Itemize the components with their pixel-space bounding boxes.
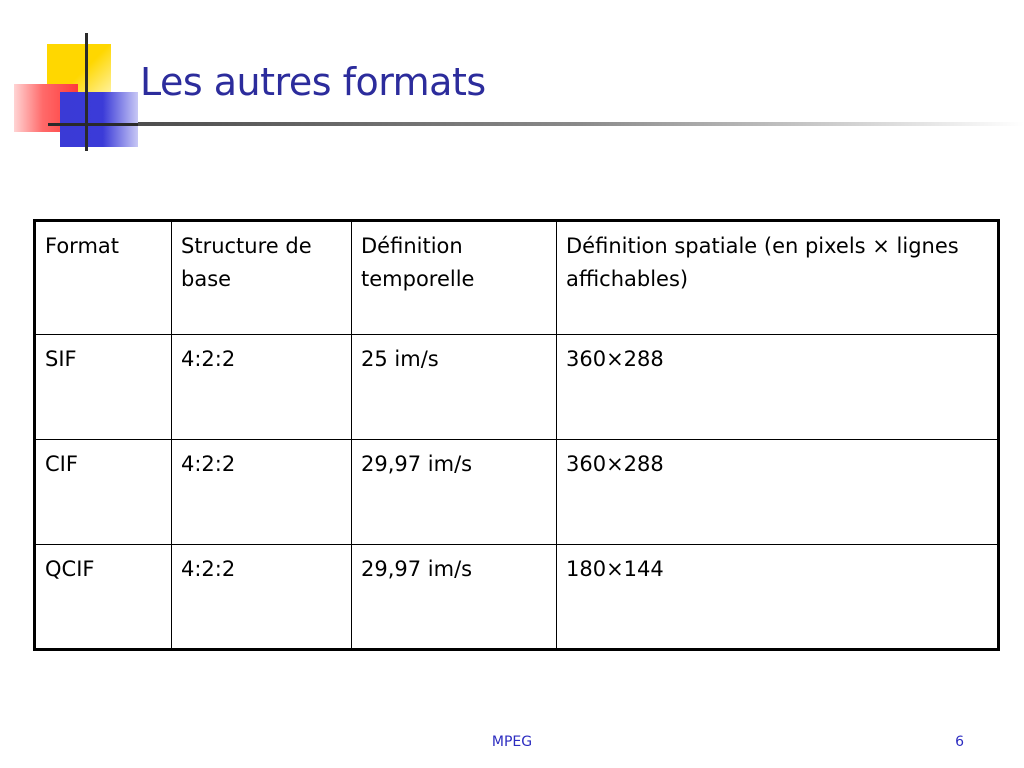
- title-underline: [138, 122, 1024, 126]
- page-number: 6: [955, 734, 964, 750]
- table-cell-spatial: 360×288: [557, 440, 999, 545]
- table-cell-format: QCIF: [35, 545, 172, 650]
- table-cell-temporal: 29,97 im/s: [352, 440, 557, 545]
- formats-table: [33, 219, 1000, 651]
- table-header-row: [35, 221, 999, 335]
- slide-logo-decoration: [0, 0, 140, 160]
- table-cell-temporal: 29,97 im/s: [352, 545, 557, 650]
- header-cell-temporal: Définition temporelle: [352, 221, 557, 335]
- header-cell-spatial: Définition spatiale (en pixels × lignes affichables): [557, 221, 999, 335]
- table-row: [35, 335, 999, 440]
- logo-blue-square: [60, 92, 138, 147]
- table-cell-format: CIF: [35, 440, 172, 545]
- header-cell-structure: Structure de base: [172, 221, 352, 335]
- table-cell-spatial: 180×144: [557, 545, 999, 650]
- page-title: Les autres formats: [140, 60, 486, 104]
- table-row: [35, 440, 999, 545]
- table-cell-structure: 4:2:2: [172, 545, 352, 650]
- table-cell-spatial: 360×288: [557, 335, 999, 440]
- table-cell-structure: 4:2:2: [172, 335, 352, 440]
- footer-label: MPEG: [491, 734, 533, 750]
- table-row: [35, 545, 999, 650]
- table-cell-temporal: 25 im/s: [352, 335, 557, 440]
- header-cell-format: Format: [35, 221, 172, 335]
- table-cell-format: SIF: [35, 335, 172, 440]
- logo-vertical-line: [85, 33, 88, 151]
- table-cell-structure: 4:2:2: [172, 440, 352, 545]
- logo-horizontal-line: [48, 123, 138, 126]
